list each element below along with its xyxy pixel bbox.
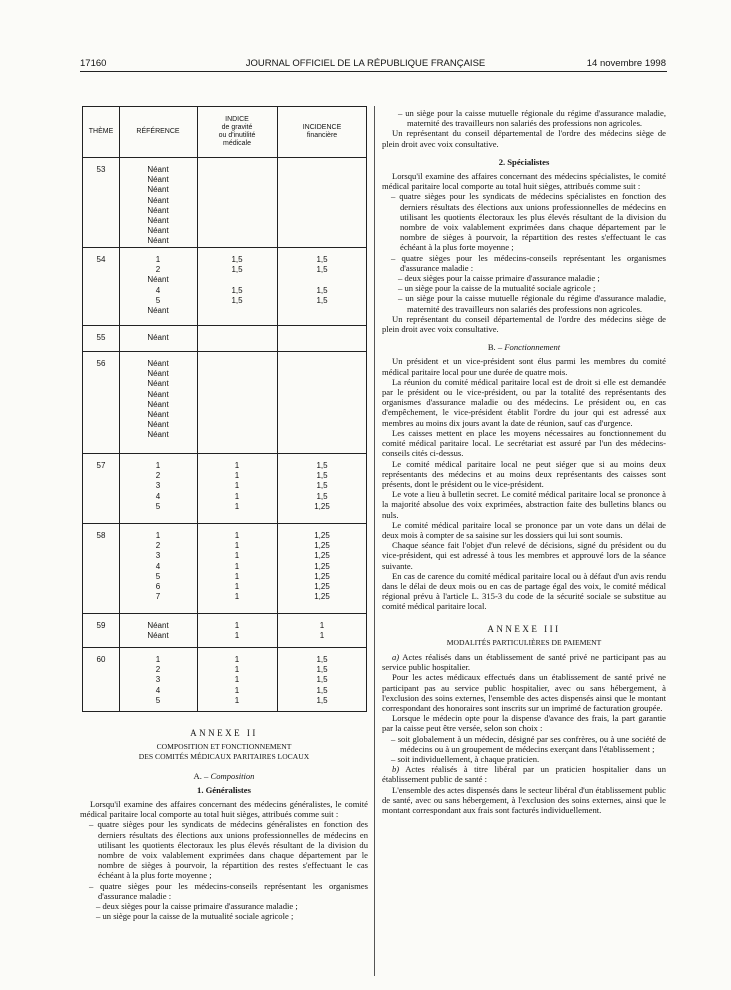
annexe-iii-heading: MODALITÉS PARTICULIÈRES DE PAIEMENT [446, 637, 602, 647]
right-column-text [382, 108, 666, 815]
theme-cell: 54 [96, 255, 106, 264]
subsection-specialistes: 2. Spécialistes [498, 156, 550, 167]
incidence-cell: 1,5 1,5 1,5 1,5 1,5 [316, 655, 328, 705]
reference-cell: Néant Néant [147, 621, 169, 641]
table-row-group [83, 325, 366, 352]
header-reference: RÉFÉRENCE [136, 128, 180, 135]
annexe-ii-title: ANNEXE II [190, 728, 258, 738]
list-item: – un siège pour la caisse de la mutualité sociale agricole ; [96, 911, 294, 922]
reference-cell: Néant [147, 333, 169, 342]
header-theme: THÈME [88, 128, 114, 135]
paragraph: b) Actes réalisés à titre libéral par un praticien hospitalier dans un établissement public de santé : [382, 764, 666, 785]
theme-cell: 53 [96, 165, 106, 174]
subsection-generalistes: 1. Généralistes [197, 784, 251, 795]
indice-cell: 1 1 1 1 1 1 1 [234, 531, 240, 602]
paragraph: Le comité médical paritaire local se prononce par un vote dans un délai de deux mois à compter de sa saisine sur les dossiers qui lui sont soumis. [382, 519, 666, 540]
list-item: – un siège pour la caisse mutuelle régionale du régime d'assurance maladie, maternité des travailleurs non salariés des professions non agricoles. [398, 108, 666, 129]
theme-cell: 56 [96, 359, 106, 368]
list-item: – deux sièges pour la caisse primaire d'assurance maladie ; [398, 273, 600, 284]
incidence-cell: 1,25 1,25 1,25 1,25 1,25 1,25 1,25 [314, 531, 330, 602]
reference-cell: 1 2 3 4 5 6 7 [155, 531, 161, 602]
list-item: – un siège pour la caisse de la mutualité sociale agricole ; [398, 283, 596, 294]
list-item: – quatre sièges pour les syndicats de médecins généralistes en fonction des derniers résultats des élections aux unions professionnelles de médecins en utilisant les quotients électoraux les plus élevés résultant de la division du nombre de voix valablement exprimées dans chaque département par le nombre de sièges à pourvoir, la répartition des restes s'effectuant le cas échéant à la plus forte moyenne ; [89, 819, 368, 881]
annexe-ii-heading-line1: COMPOSITION ET FONCTIONNEMENT [156, 742, 292, 752]
list-item: – quatre sièges pour les médecins-conseils représentant les organismes d'assurance maladie : [391, 252, 666, 273]
section-a-title: A. – Composition [193, 770, 255, 781]
paragraph: Lorsqu'il examine des affaires concernant des médecins spécialistes, le comité médical paritaire local comporte au total huit sièges, attribués comme suit : [382, 171, 666, 192]
reference-cell: Néant Néant Néant Néant Néant Néant Néant Néant [147, 359, 169, 440]
theme-cell: 57 [96, 461, 106, 470]
paragraph: La réunion du comité médical paritaire local est de droit si elle est demandée par le président ou le vice-président, ou par la totalité des représentants des organismes d'assurance maladie ou des médecins. Le président ou, en cas d'empêchement, le vice-président établit l'ordre du jour qui est adressé aux membres au moins dix jours avant la date de réunion, sauf cas d'urgence. [382, 376, 666, 428]
paragraph: Un représentant du conseil départemental de l'ordre des médecins siège de plein droit avec voix consultative. [382, 128, 666, 149]
paragraph: Lorsqu'il examine des affaires concernant des médecins généralistes, le comité médical paritaire local comporte au total huit sièges, attribués comme suit : [80, 799, 368, 820]
theme-cell: 55 [96, 333, 106, 342]
paragraph: Lorsque le médecin opte pour la dispense d'avance des frais, la part garantie par la caisse peut être versée, selon son choix : [382, 713, 666, 734]
incidence-cell: 1 1 [319, 621, 325, 641]
table-row-group [83, 157, 366, 248]
header-indice: INDICE de gravité ou d'inutilité médicale [218, 116, 256, 147]
annexe-ii-heading-line2: DES COMITÉS MÉDICAUX PARITAIRES LOCAUX [138, 752, 310, 762]
list-item: – quatre sièges pour les syndicats de médecins spécialistes en fonction des derniers résultats des élections aux unions professionnelles de médecins en utilisant les quotients électoraux les plus élevés résultant de la division du nombre de voix valablement exprimées dans chaque département par le nombre de sièges à pourvoir, la répartition des restes s'effectuant le cas échéant à la plus forte moyenne ; [391, 191, 666, 253]
reference-cell: 1 2 Néant 4 5 Néant [147, 255, 169, 316]
issue-date: 14 novembre 1998 [586, 58, 666, 69]
table-row-group [83, 351, 366, 454]
paragraph: Un président et un vice-président sont élus parmi les membres du comité médical paritaire local pour une durée de quatre mois. [382, 356, 666, 377]
paragraph: a) Actes réalisés dans un établissement de santé privé ne participant pas au service public hospitalier. [382, 651, 666, 673]
paragraph: Les caisses mettent en place les moyens nécessaires au fonctionnement du comité médical paritaire local. Le secrétariat est assuré par l'un des médecins-conseils cités ci-dessus. [382, 427, 666, 459]
reference-cell: 1 2 3 4 5 [155, 655, 161, 705]
indice-cell: 1 1 1 1 1 [234, 461, 240, 511]
journal-title: JOURNAL OFFICIEL DE LA RÉPUBLIQUE FRANÇAISE [245, 58, 486, 69]
reference-cell: Néant Néant Néant Néant Néant Néant Néant Néant [147, 165, 169, 246]
paragraph: Chaque séance fait l'objet d'un relevé de décisions, signé du président ou du vice-président, qui est adressé à tous les membres et approuvé lors de la séance suivante. [382, 540, 666, 571]
page-number: 17160 [80, 58, 107, 69]
paragraph: L'ensemble des actes dispensés dans le secteur libéral d'un établissement public de santé, avec ou sans hébergement, à l'exclusion des soins externes, ainsi que le montant correspondant aux frais sont facturés individuellement. [382, 784, 666, 815]
table-row-group [83, 453, 366, 524]
paragraph: Pour les actes médicaux effectués dans un établissement de santé privé ne participant pas au service public hospitalier, avec ou sans hébergement, à l'exclusion des soins externes, l'ensemble des actes dispensés ainsi que le montant correspondant des honoraires sont inscrits sur un imprimé de facturation groupée. [382, 672, 666, 713]
section-b-title: B. – Fonctionnement [487, 342, 561, 353]
table-header [83, 107, 366, 158]
table-row-group [83, 247, 366, 326]
list-item: – un siège pour la caisse mutuelle régionale du régime d'assurance maladie, maternité des travailleurs non salariés des professions non agricoles. [398, 293, 666, 314]
theme-cell: 59 [96, 621, 106, 630]
incidence-cell: 1,5 1,5 1,5 1,5 [316, 255, 328, 305]
coefficient-table [82, 106, 367, 712]
header-incidence: INCIDENCE financière [302, 124, 342, 139]
indice-cell: 1 1 1 1 1 [234, 655, 240, 705]
table-row-group [83, 647, 366, 711]
reference-cell: 1 2 3 4 5 [155, 461, 161, 511]
paragraph: En cas de carence du comité médical paritaire local ou à défaut d'un avis rendu dans le délai de deux mois ou en cas de partage égal des voix, le comité médical régional prévu à l'article L. 315-3 du code de la sécurité sociale se substitue au comité médical paritaire local. [382, 570, 666, 612]
paragraph: Le comité médical paritaire local ne peut siéger que si au moins deux représentants des médecins et au moins deux représentants des caisses sont présents, dont le président ou le vice-président. [382, 458, 666, 489]
list-item: – deux sièges pour la caisse primaire d'assurance maladie ; [96, 901, 298, 912]
indice-cell: 1,5 1,5 1,5 1,5 [231, 255, 243, 305]
indice-cell: 1 1 [234, 621, 240, 641]
paragraph: Le vote a lieu à bulletin secret. Le comité médical paritaire local se prononce à la majorité absolue des voix exprimées, abstraction faite des bulletins blancs ou nuls. [382, 489, 666, 520]
incidence-cell: 1,5 1,5 1,5 1,5 1,25 [314, 461, 330, 511]
column-divider [374, 106, 375, 976]
header-rule [80, 71, 667, 72]
theme-cell: 58 [96, 531, 106, 540]
left-column-text [80, 728, 368, 921]
list-item: – soit globalement à un médecin, désigné par ses confrères, ou à une société de médecins ou à un groupement de médecins exerçant dans l'établissement ; [391, 733, 666, 754]
paragraph: Un représentant du conseil départemental de l'ordre des médecins siège de plein droit avec voix consultative. [382, 313, 666, 335]
table-row-group [83, 523, 366, 614]
theme-cell: 60 [96, 655, 106, 664]
list-item: – soit individuellement, à chaque praticien. [391, 753, 540, 764]
annexe-iii-title: ANNEXE III [487, 623, 561, 634]
list-item: – quatre sièges pour les médecins-conseils représentant les organismes d'assurance maladie : [89, 880, 368, 901]
table-row-group [83, 613, 366, 648]
